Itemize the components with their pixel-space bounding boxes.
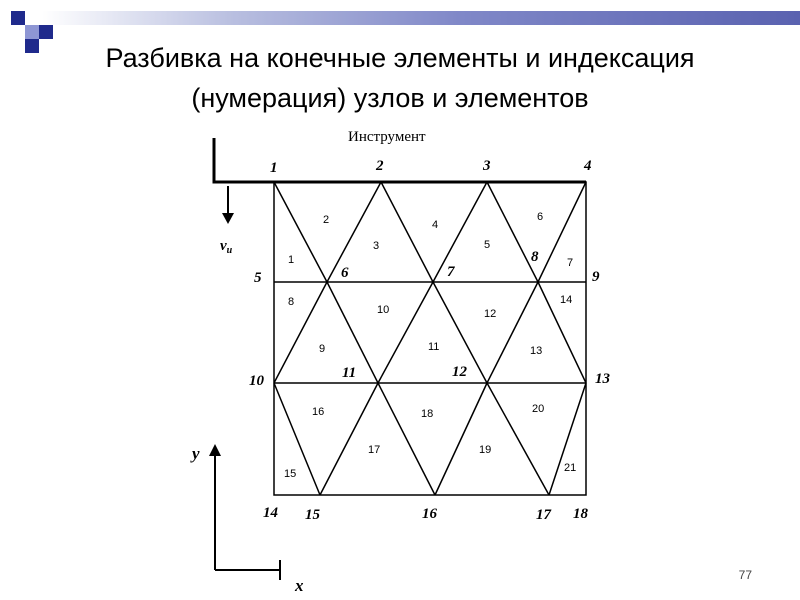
element-label-10: 10 [377,304,390,316]
element-label-15: 15 [284,468,297,480]
node-label-18: 18 [573,506,588,522]
node-label-17: 17 [536,507,551,523]
element-label-1: 1 [288,254,295,266]
node-label-11: 11 [342,365,357,381]
mesh-edge [538,182,586,282]
title-line-1: Разбивка на конечные элементы и индексация [105,43,695,73]
tool-label: Инструмент [348,129,426,145]
mesh-edge [381,182,433,282]
mesh-edge [435,383,487,495]
node-label-6: 6 [341,265,349,281]
node-label-8: 8 [531,249,539,265]
node-label-10: 10 [249,373,264,389]
mesh-edge [378,383,435,495]
mesh-edge [487,182,538,282]
mesh-edge [487,282,538,383]
velocity-v: v [220,238,227,254]
y-axis-label: y [192,444,200,463]
node-label-5: 5 [254,270,262,286]
element-label-18: 18 [421,408,434,420]
node-label-13: 13 [595,371,610,387]
element-label-3: 3 [373,240,380,252]
velocity-arrow-head [222,213,234,224]
element-label-12: 12 [484,308,497,320]
element-label-7: 7 [567,257,574,269]
element-label-2: 2 [323,214,330,226]
node-label-1: 1 [270,160,278,176]
mesh-edge [274,383,320,495]
velocity-label [220,238,233,256]
node-label-7: 7 [447,264,455,280]
mesh-boundary [274,182,586,495]
element-label-9: 9 [319,343,326,355]
title-line-2: (нумерация) узлов и элементов [191,83,589,113]
node-label-16: 16 [422,506,437,522]
mesh-edge [327,182,381,282]
velocity-subscript: u [226,245,233,256]
mesh-edge [320,383,381,495]
element-label-19: 19 [479,444,492,456]
element-label-11: 11 [428,341,440,353]
mesh-edge [274,282,327,383]
element-label-13: 13 [530,345,543,357]
element-label-17: 17 [368,444,381,456]
page-number: 77 [738,568,752,582]
y-axis-arrow-head [209,444,221,456]
node-label-14: 14 [263,505,278,521]
mesh-edge [433,182,487,282]
node-label-2: 2 [376,158,384,174]
element-label-20: 20 [532,403,545,415]
x-axis-label: x [295,576,304,595]
mesh-edge [274,182,330,282]
element-label-5: 5 [484,239,491,251]
element-label-8: 8 [288,296,295,308]
element-label-4: 4 [432,219,439,231]
mesh-edge [487,383,549,495]
element-label-6: 6 [537,211,544,223]
node-label-3: 3 [483,158,491,174]
node-label-15: 15 [305,507,320,523]
mesh-edge [549,383,586,495]
node-label-12: 12 [452,364,467,380]
mesh-edge [378,282,433,383]
element-label-16: 16 [312,406,325,418]
mesh-grid [274,182,586,495]
node-label-4: 4 [584,158,592,174]
element-label-14: 14 [560,294,573,306]
element-label-21: 21 [564,462,577,474]
node-label-9: 9 [592,269,600,285]
